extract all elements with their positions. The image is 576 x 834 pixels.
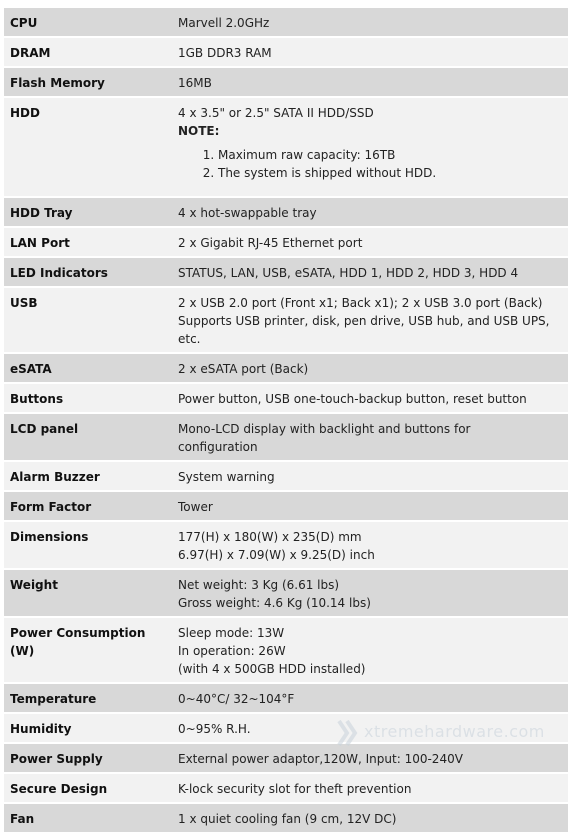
spec-row xyxy=(4,228,568,256)
spec-label: Secure Design xyxy=(4,774,168,802)
spec-value xyxy=(168,384,568,412)
note-item: 1. Maximum raw capacity: 16TB xyxy=(218,146,562,164)
spec-row xyxy=(4,98,568,196)
spec-value xyxy=(168,522,568,568)
spec-value-line: 4 x 3.5" or 2.5" SATA II HDD/SSD xyxy=(178,106,374,120)
watermark-text: xtremehardware.com xyxy=(364,722,545,741)
spec-value xyxy=(168,198,568,226)
spec-label: Fan xyxy=(4,804,168,832)
spec-value xyxy=(168,258,568,286)
spec-row xyxy=(4,774,568,802)
spec-value xyxy=(168,98,568,196)
spec-row xyxy=(4,38,568,66)
spec-row xyxy=(4,384,568,412)
spec-row xyxy=(4,414,568,460)
spec-label: Temperature xyxy=(4,684,168,712)
spec-row xyxy=(4,570,568,616)
spec-value xyxy=(168,618,568,682)
spec-value xyxy=(168,38,568,66)
spec-value-line: K-lock security slot for theft prevention xyxy=(178,782,412,796)
spec-value-line: 1 x quiet cooling fan (9 cm, 12V DC) xyxy=(178,812,397,826)
spec-value-line: 1GB DDR3 RAM xyxy=(178,46,272,60)
spec-row xyxy=(4,288,568,352)
spec-row xyxy=(4,522,568,568)
spec-value-line: 6.97(H) x 7.09(W) x 9.25(D) inch xyxy=(178,548,375,562)
spec-label: HDD Tray xyxy=(4,198,168,226)
spec-value-line: External power adaptor,120W, Input: 100-240V xyxy=(178,752,463,766)
spec-value xyxy=(168,354,568,382)
spec-value-line: etc. xyxy=(178,332,201,346)
spec-label: HDD xyxy=(4,98,168,196)
spec-value xyxy=(168,714,568,742)
spec-value-line: Tower xyxy=(178,500,213,514)
spec-label: Humidity xyxy=(4,714,168,742)
spec-row xyxy=(4,258,568,286)
spec-row xyxy=(4,68,568,96)
spec-value-line: Gross weight: 4.6 Kg (10.14 lbs) xyxy=(178,596,371,610)
spec-row xyxy=(4,492,568,520)
spec-row xyxy=(4,744,568,772)
spec-label: LCD panel xyxy=(4,414,168,460)
spec-label: DRAM xyxy=(4,38,168,66)
spec-label: Power Consumption (W) xyxy=(4,618,168,682)
spec-value xyxy=(168,744,568,772)
spec-value-line: 4 x hot-swappable tray xyxy=(178,206,317,220)
spec-value-line: 2 x Gigabit RJ-45 Ethernet port xyxy=(178,236,363,250)
spec-table xyxy=(4,6,568,834)
spec-value-line: Net weight: 3 Kg (6.61 lbs) xyxy=(178,578,340,592)
spec-value-line: Supports USB printer, disk, pen drive, USB hub, and USB UPS, xyxy=(178,314,550,328)
spec-value-line: 0~95% R.H. xyxy=(178,722,251,736)
spec-label: Buttons xyxy=(4,384,168,412)
note-list xyxy=(178,146,562,182)
spec-row xyxy=(4,804,568,832)
spec-value-line: 2 x USB 2.0 port (Front x1; Back x1); 2 x USB 3.0 port (Back) xyxy=(178,296,543,310)
spec-label: Weight xyxy=(4,570,168,616)
spec-value-line: System warning xyxy=(178,470,275,484)
spec-row xyxy=(4,618,568,682)
spec-label: Alarm Buzzer xyxy=(4,462,168,490)
spec-value xyxy=(168,492,568,520)
spec-label: LAN Port xyxy=(4,228,168,256)
spec-value xyxy=(168,288,568,352)
spec-value xyxy=(168,68,568,96)
spec-row xyxy=(4,354,568,382)
spec-label: Power Supply xyxy=(4,744,168,772)
spec-value xyxy=(168,462,568,490)
note-item: 2. The system is shipped without HDD. xyxy=(218,164,562,182)
spec-label: LED Indicators xyxy=(4,258,168,286)
spec-row xyxy=(4,462,568,490)
spec-value xyxy=(168,414,568,460)
spec-value-line: (with 4 x 500GB HDD installed) xyxy=(178,662,366,676)
spec-value-line: 16MB xyxy=(178,76,212,90)
spec-row xyxy=(4,684,568,712)
spec-value-line: 0~40°C/ 32~104°F xyxy=(178,692,295,706)
spec-value-line: 2 x eSATA port (Back) xyxy=(178,362,309,376)
spec-value xyxy=(168,684,568,712)
spec-row xyxy=(4,714,568,742)
spec-label: Form Factor xyxy=(4,492,168,520)
spec-value xyxy=(168,804,568,832)
spec-value-line: configuration xyxy=(178,440,258,454)
spec-value xyxy=(168,570,568,616)
spec-value-line: In operation: 26W xyxy=(178,644,286,658)
spec-value xyxy=(168,8,568,36)
spec-value-line: Marvell 2.0GHz xyxy=(178,16,270,30)
note-label: NOTE: xyxy=(178,124,220,138)
spec-value-line: Mono-LCD display with backlight and buttons for xyxy=(178,422,471,436)
spec-row xyxy=(4,8,568,36)
spec-label: USB xyxy=(4,288,168,352)
spec-value xyxy=(168,774,568,802)
spec-value-line: STATUS, LAN, USB, eSATA, HDD 1, HDD 2, HDD 3, HDD 4 xyxy=(178,266,519,280)
spec-value-line: Power button, USB one-touch-backup button, reset button xyxy=(178,392,527,406)
spec-table-body xyxy=(4,8,568,832)
spec-label: Flash Memory xyxy=(4,68,168,96)
spec-row xyxy=(4,198,568,226)
spec-label: CPU xyxy=(4,8,168,36)
spec-value-line: 177(H) x 180(W) x 235(D) mm xyxy=(178,530,362,544)
spec-value xyxy=(168,228,568,256)
spec-label: Dimensions xyxy=(4,522,168,568)
spec-label: eSATA xyxy=(4,354,168,382)
spec-value-line: Sleep mode: 13W xyxy=(178,626,285,640)
